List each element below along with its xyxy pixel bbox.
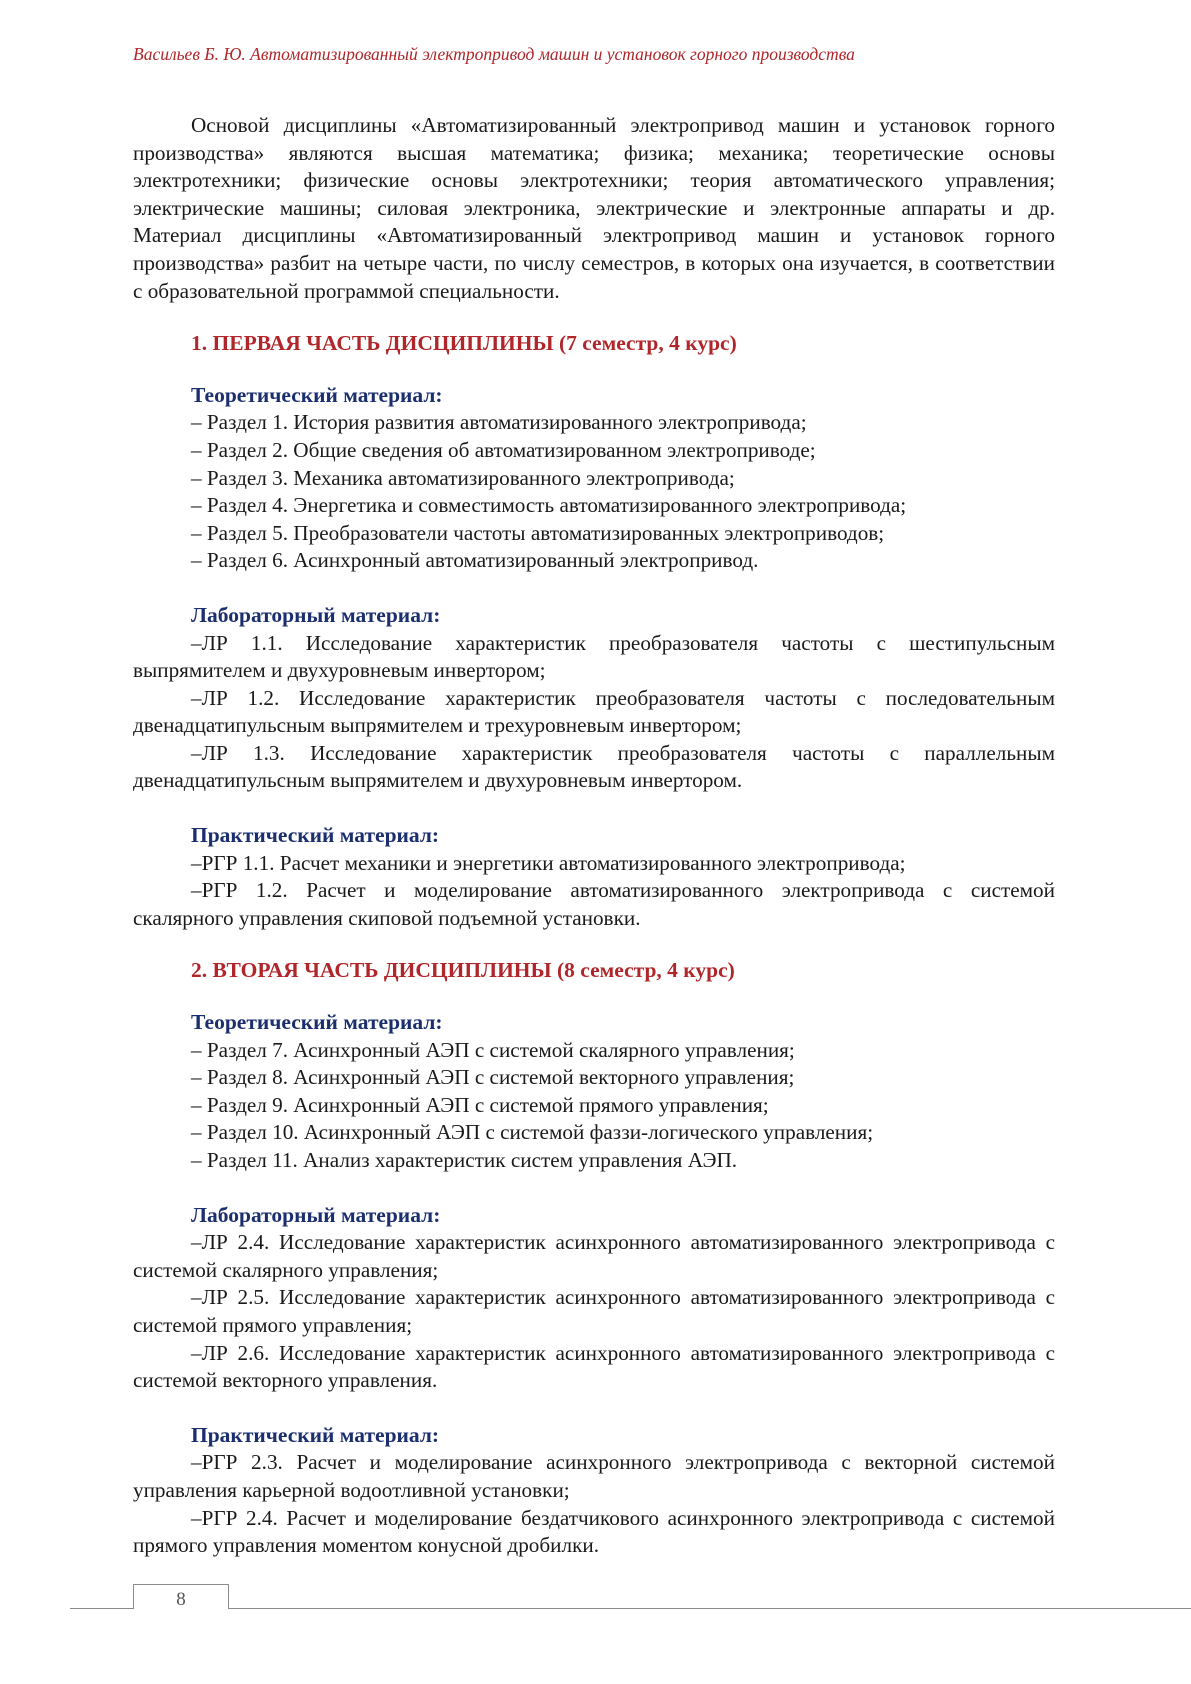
list-item: – Раздел 8. Асинхронный АЭП с системой векторного управления; xyxy=(191,1065,795,1090)
part-1-practice-block xyxy=(133,822,1055,932)
list-item: – Раздел 6. Асинхронный автоматизированный электропривод. xyxy=(191,548,759,573)
list-item: –РГР 2.3. Расчет и моделирование асинхронного электропривода с векторной системой управления карьерной водоотливной установки; xyxy=(133,1450,1055,1502)
part-1-labs-block xyxy=(133,602,1055,795)
running-header: Васильев Б. Ю. Автоматизированный электропривод машин и установок горного производства xyxy=(133,44,855,64)
list-item: – Раздел 9. Асинхронный АЭП с системой прямого управления; xyxy=(191,1092,769,1117)
page-body xyxy=(133,112,1055,1570)
list-item: –ЛР 2.6. Исследование характеристик асинхронного автоматизированного электропривода с системой векторного управления. xyxy=(133,1340,1055,1393)
part-2-theory-heading: Теоретический материал: xyxy=(191,1010,443,1035)
intro-paragraph: Основой дисциплины «Автоматизированный электропривод машин и установок горного производства» являются высшая математика; физика; механика; теоретические основы электротехники; физические основы электротехники; теория автоматического управления; электрические машины; силовая электроника, электрические и электронные аппараты и др. Материал дисциплины «Автоматизированный электропривод машин и установок горного производства» разбит на четыре части, по числу семестров, в которых она изучается, в соответствии с образовательной программой специальности. xyxy=(133,113,1055,303)
part-2-practice-heading: Практический материал: xyxy=(191,1422,440,1447)
part-1-labs-heading: Лабораторный материал: xyxy=(191,602,441,627)
list-item: –РГР 1.1. Расчет механики и энергетики автоматизированного электропривода; xyxy=(191,850,906,875)
part-1-title: 1. ПЕРВАЯ ЧАСТЬ ДИСЦИПЛИНЫ (7 семестр, 4 курс) xyxy=(191,331,737,356)
list-item: –ЛР 2.5. Исследование характеристик асинхронного автоматизированного электропривода с системой прямого управления; xyxy=(133,1285,1055,1337)
list-item: –ЛР 2.4. Исследование характеристик асинхронного автоматизированного электропривода с системой скалярного управления; xyxy=(133,1230,1055,1282)
list-item: –ЛР 1.1. Исследование характеристик преобразователя частоты с шестипульсным выпрямителем и двухуровневым инвертором; xyxy=(133,630,1055,683)
part-2-title: 2. ВТОРАЯ ЧАСТЬ ДИСЦИПЛИНЫ (8 семестр, 4 курс) xyxy=(191,958,735,983)
part-2-practice-block xyxy=(133,1422,1055,1560)
part-2-labs-heading: Лабораторный материал: xyxy=(191,1202,441,1227)
list-item: – Раздел 4. Энергетика и совместимость автоматизированного электропривода; xyxy=(191,493,907,518)
list-item: –РГР 2.4. Расчет и моделирование бездатчикового асинхронного электропривода с системой прямого управления моментом конусной дробилки. xyxy=(133,1505,1055,1558)
list-item: –РГР 1.2. Расчет и моделирование автоматизированного электропривода с системой скалярного управления скиповой подъемной установки. xyxy=(133,878,1055,930)
list-item: – Раздел 3. Механика автоматизированного электропривода; xyxy=(191,465,735,490)
list-item: – Раздел 1. История развития автоматизированного электропривода; xyxy=(191,410,807,435)
list-item: – Раздел 7. Асинхронный АЭП с системой скалярного управления; xyxy=(191,1037,795,1062)
list-item: – Раздел 10. Асинхронный АЭП с системой фаззи-логического управления; xyxy=(191,1120,874,1145)
part-1-section xyxy=(133,330,1055,932)
part-2-section xyxy=(133,957,1055,1559)
list-item: – Раздел 2. Общие сведения об автоматизированном электроприводе; xyxy=(191,437,816,462)
list-item: –ЛР 1.2. Исследование характеристик преобразователя частоты с последовательным двенадцатипульсным выпрямителем и трехуровневым инвертором; xyxy=(133,685,1055,738)
page-number: 8 xyxy=(133,1584,229,1609)
footer-rule xyxy=(70,1608,1191,1609)
part-1-theory-heading: Теоретический материал: xyxy=(191,382,443,407)
part-2-theory-block xyxy=(133,1009,1055,1175)
part-1-theory-block xyxy=(133,382,1055,575)
list-item: – Раздел 5. Преобразователи частоты автоматизированных электроприводов; xyxy=(191,520,885,545)
list-item: – Раздел 11. Анализ характеристик систем управления АЭП. xyxy=(191,1148,738,1172)
part-2-labs-block xyxy=(133,1202,1055,1395)
list-item: –ЛР 1.3. Исследование характеристик преобразователя частоты с параллельным двенадцатипульсным выпрямителем и двухуровневым инвертором. xyxy=(133,740,1055,793)
part-1-practice-heading: Практический материал: xyxy=(191,823,440,848)
